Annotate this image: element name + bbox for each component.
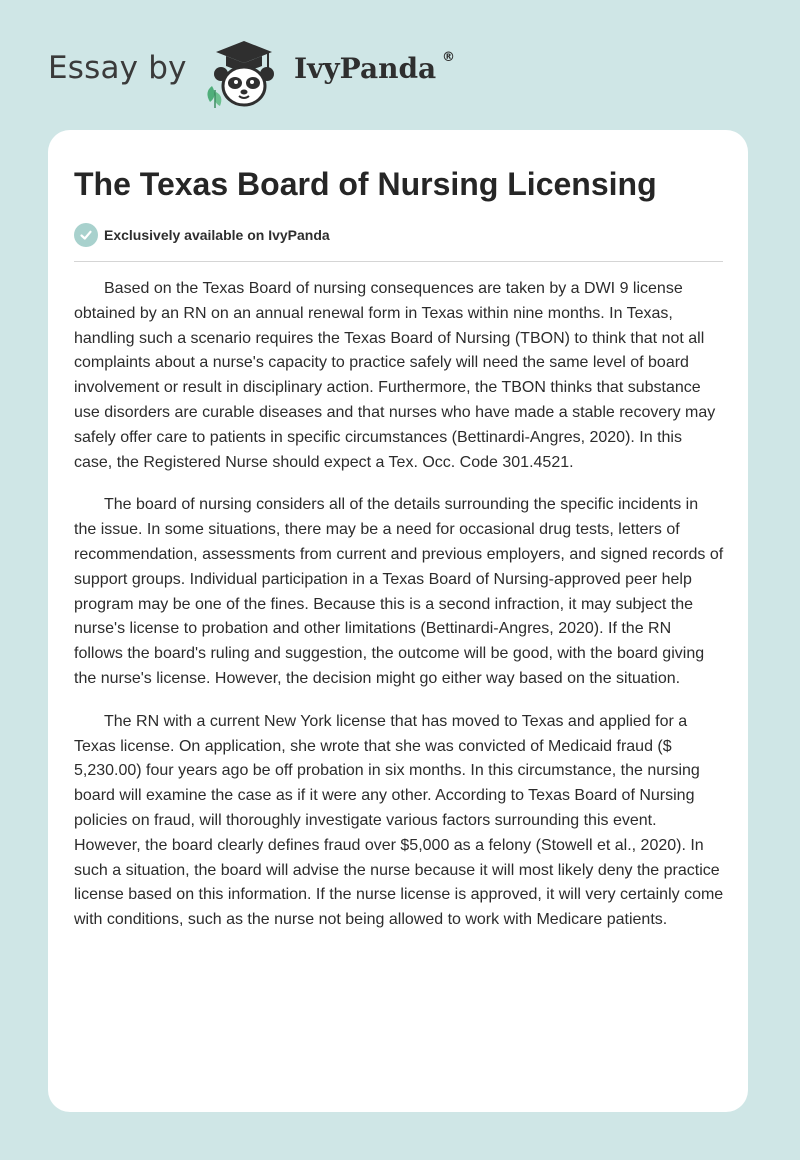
brand-header[interactable]	[48, 36, 508, 110]
panda-graduate-icon	[202, 36, 282, 110]
brand-name: IvyPanda	[294, 52, 437, 85]
divider	[74, 261, 723, 262]
page-title: The Texas Board of Nursing Licensing	[74, 166, 657, 202]
paragraph: The board of nursing considers all of the details surrounding the specific incidents in the issue. In some situations, there may be a need for occasional drug tests, letters of recommendation, assessments from current and previous employers, and signed records of support groups. Individual participation in a Texas Board of Nursing-approved peer help program may be one of the fines. Because this is a second infraction, it may subject the nurse's license to probation and other limitations (Bettinardi-Angres, 2020). If the RN follows the board's ruling and suggestion, the outcome will be good, with the board giving the nurse's license. However, the decision might go either way based on the situation.	[74, 496, 724, 687]
article-body	[74, 277, 724, 951]
registered-mark: ®	[442, 50, 455, 65]
exclusive-badge	[74, 222, 330, 248]
paragraph: Based on the Texas Board of nursing consequences are taken by a DWI 9 license obtained by an RN on an annual renewal form in Texas within nine months. In Texas, handling such a scenario requires the Texas Board of Nursing (TBON) to think that not all complaints about a nurse's capacity to practice safely will need the same level of board involvement or result in disciplinary action. Furthermore, the TBON thinks that substance use disorders are curable diseases and that nurses who have made a stable recovery may safely offer care to patients in specific circumstances (Bettinardi-Angres, 2020). In this case, the Registered Nurse should expect a Tex. Occ. Code 301.4521.	[74, 280, 716, 471]
paragraph: The RN with a current New York license that has moved to Texas and applied for a Texas license. On application, she wrote that she was convicted of Medicaid fraud ($ 5,230.00) four years ago be off probation in six months. In this circumstance, the nursing board will examine the case as if it were any other. According to Texas Board of Nursing policies on fraud, will thoroughly investigate various factors surrounding this event. However, the board clearly defines fraud over $5,000 as a felony (Stowell et al., 2020). In such a situation, the board will advise the nurse because it will most likely deny the practice license based on this information. If the nurse license is approved, it will very certainly come with conditions, such as the nurse not being allowed to work with Medicare patients.	[74, 712, 724, 929]
article-card	[48, 130, 748, 1112]
brand-prefix: Essay by	[48, 50, 187, 86]
badge-label: Exclusively available on IvyPanda	[104, 227, 330, 243]
check-circle-icon	[74, 223, 98, 247]
